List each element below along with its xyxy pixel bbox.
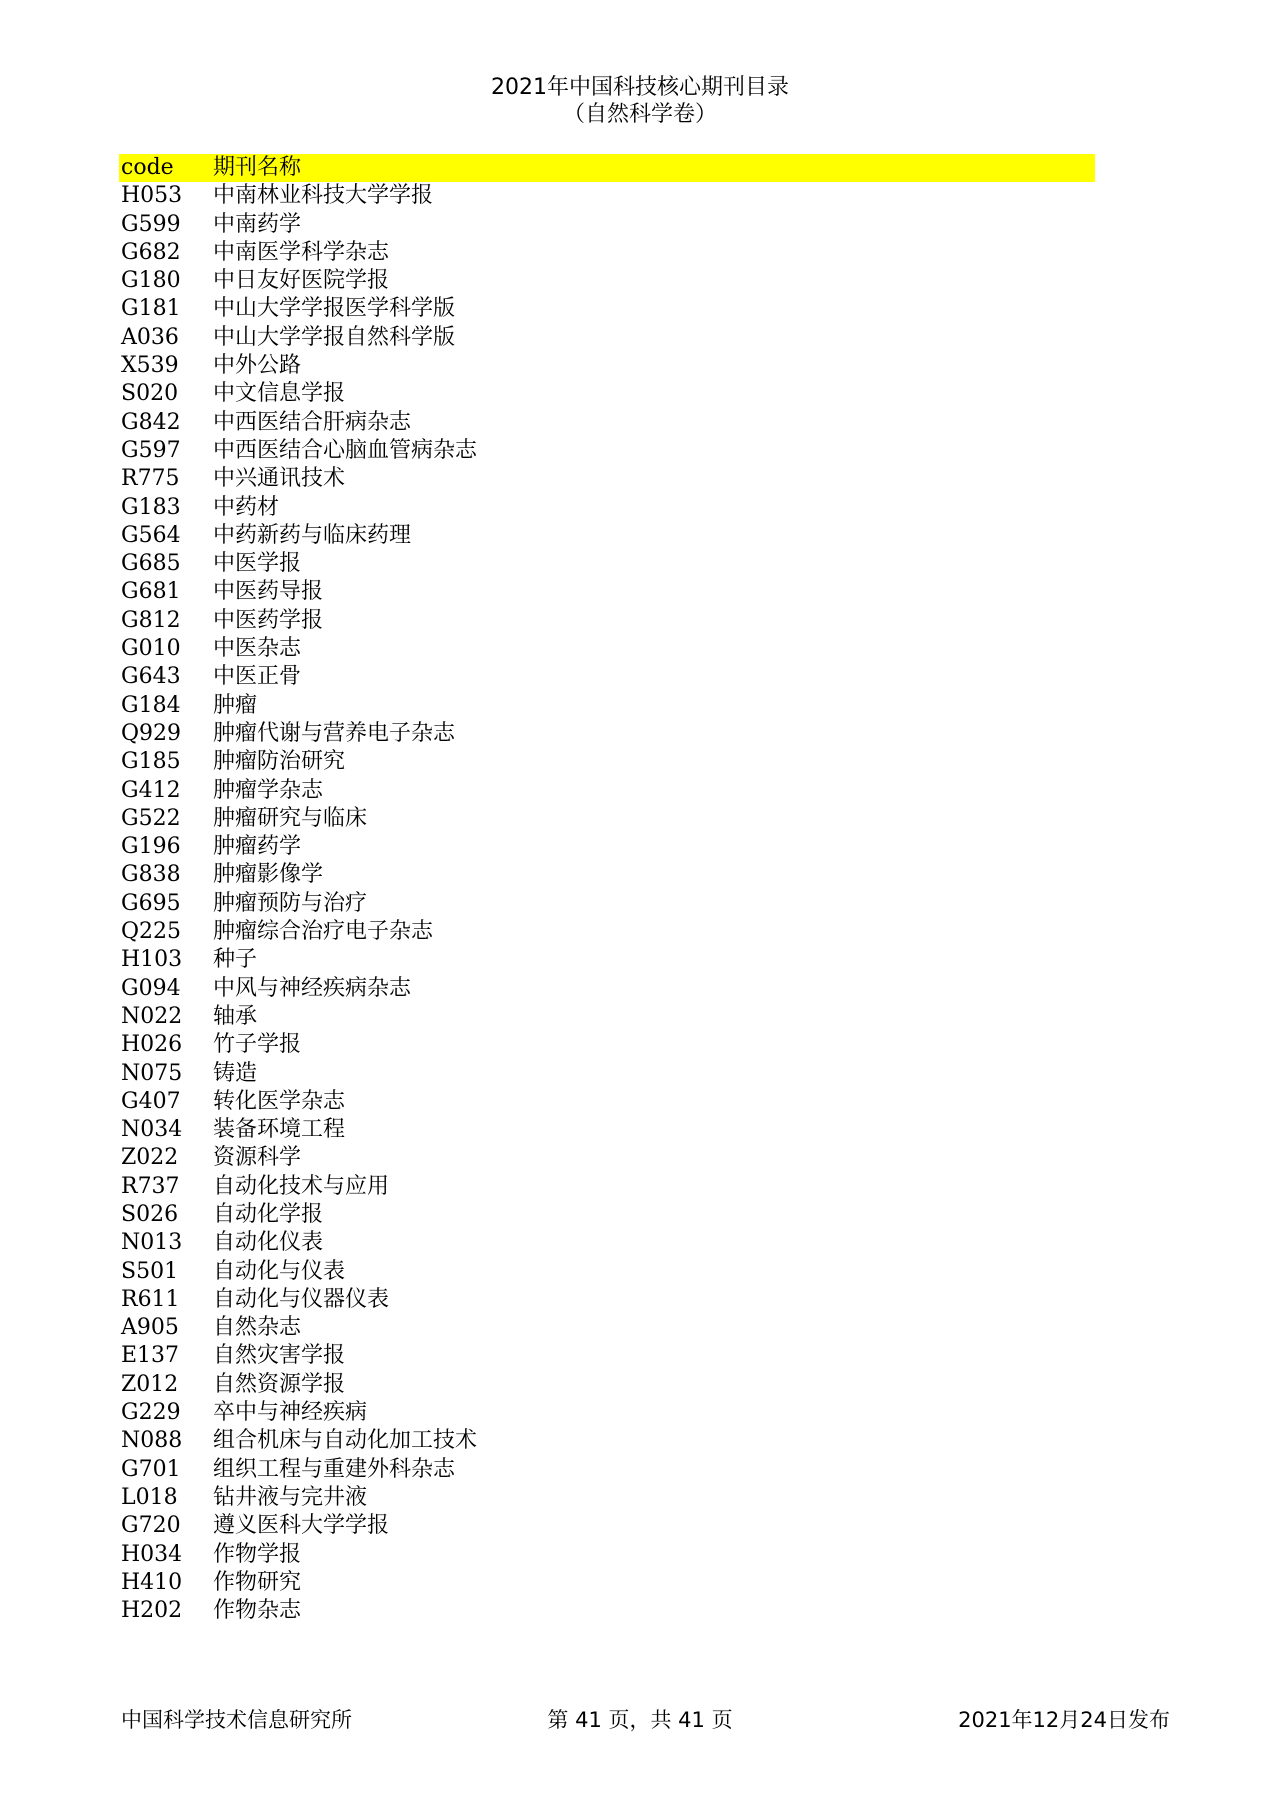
table-row bbox=[119, 324, 1095, 352]
journal-name: 中南药学 bbox=[213, 211, 302, 237]
journal-code: Q929 bbox=[121, 720, 182, 746]
table-row bbox=[119, 918, 1095, 946]
table-row bbox=[119, 1512, 1095, 1540]
journal-name: 装备环境工程 bbox=[213, 1117, 346, 1143]
table-row bbox=[119, 1427, 1095, 1455]
journal-code: H026 bbox=[121, 1032, 183, 1058]
journal-name: 卒中与神经疾病 bbox=[213, 1400, 368, 1426]
journal-code: G842 bbox=[121, 409, 181, 435]
journal-code: G720 bbox=[121, 1513, 181, 1539]
footer-release-date: 2021年12月24日发布 bbox=[958, 1708, 1170, 1732]
journal-name: 肿瘤研究与临床 bbox=[213, 805, 368, 831]
journal-code: N013 bbox=[121, 1230, 183, 1256]
journal-name: 自动化技术与应用 bbox=[213, 1173, 390, 1199]
table-row bbox=[119, 295, 1095, 323]
journal-code: R611 bbox=[121, 1286, 180, 1312]
table-row bbox=[119, 1541, 1095, 1569]
journal-name: 自动化学报 bbox=[213, 1201, 324, 1227]
journal-name: 肿瘤代谢与营养电子杂志 bbox=[213, 720, 456, 746]
journal-code: R737 bbox=[121, 1173, 180, 1199]
journal-name: 作物研究 bbox=[213, 1569, 302, 1595]
journal-name: 肿瘤预防与治疗 bbox=[213, 890, 368, 916]
header-code: code bbox=[121, 155, 174, 180]
journal-code: N075 bbox=[121, 1060, 183, 1086]
journal-code: H410 bbox=[121, 1569, 183, 1595]
table-row bbox=[119, 1314, 1095, 1342]
journal-name: 中医药学报 bbox=[213, 607, 324, 633]
journal-code: R775 bbox=[121, 466, 180, 492]
journal-name: 自然资源学报 bbox=[213, 1371, 346, 1397]
journal-code: G412 bbox=[121, 777, 181, 803]
table-row bbox=[119, 805, 1095, 833]
table-row bbox=[119, 861, 1095, 889]
table-row bbox=[119, 578, 1095, 606]
journal-name: 中药新药与临床药理 bbox=[213, 522, 412, 548]
journal-name: 肿瘤防治研究 bbox=[213, 749, 346, 775]
table-row bbox=[119, 663, 1095, 691]
journal-name: 轴承 bbox=[213, 1003, 258, 1029]
journal-name: 中医正骨 bbox=[213, 664, 302, 690]
table-row bbox=[119, 1342, 1095, 1370]
journal-code: G196 bbox=[121, 834, 181, 860]
journal-code: G183 bbox=[121, 494, 181, 520]
table-row bbox=[119, 692, 1095, 720]
journal-name: 中外公路 bbox=[213, 353, 302, 379]
journal-code: G010 bbox=[121, 636, 181, 662]
table-row bbox=[119, 833, 1095, 861]
journal-code: S501 bbox=[121, 1258, 179, 1284]
journal-name: 遵义医科大学学报 bbox=[213, 1513, 390, 1539]
journal-name: 组合机床与自动化加工技术 bbox=[213, 1428, 478, 1454]
journal-name: 中医学报 bbox=[213, 551, 302, 577]
journal-code: H053 bbox=[121, 183, 183, 209]
table-row bbox=[119, 946, 1095, 974]
journal-code: S020 bbox=[121, 381, 179, 407]
table-row bbox=[119, 1116, 1095, 1144]
table-body bbox=[119, 182, 1095, 1625]
journal-code: N034 bbox=[121, 1117, 183, 1143]
table-row bbox=[119, 890, 1095, 918]
table-row bbox=[119, 777, 1095, 805]
footer-publisher: 中国科学技术信息研究所 bbox=[121, 1708, 352, 1732]
page-subtitle: （自然科学卷） bbox=[562, 102, 717, 127]
journal-code: G681 bbox=[121, 579, 181, 605]
journal-name: 铸造 bbox=[213, 1060, 258, 1086]
journal-code: G522 bbox=[121, 805, 181, 831]
journal-name: 肿瘤药学 bbox=[213, 834, 302, 860]
journal-code: G597 bbox=[121, 437, 181, 463]
table-row bbox=[119, 494, 1095, 522]
journal-code: A036 bbox=[121, 324, 179, 350]
journal-code: Z022 bbox=[121, 1145, 179, 1171]
journal-code: G094 bbox=[121, 975, 181, 1001]
journal-name: 自动化仪表 bbox=[213, 1230, 324, 1256]
table-row bbox=[119, 1569, 1095, 1597]
journal-name: 资源科学 bbox=[213, 1145, 302, 1171]
table-row bbox=[119, 465, 1095, 493]
table-row bbox=[119, 1484, 1095, 1512]
journal-name: 肿瘤影像学 bbox=[213, 862, 324, 888]
journal-name: 中医药导报 bbox=[213, 579, 324, 605]
journal-table bbox=[119, 154, 1095, 1625]
table-row bbox=[119, 1003, 1095, 1031]
table-row bbox=[119, 607, 1095, 635]
journal-code: G812 bbox=[121, 607, 181, 633]
journal-name: 中医杂志 bbox=[213, 636, 302, 662]
table-row bbox=[119, 1060, 1095, 1088]
journal-code: G185 bbox=[121, 749, 181, 775]
table-row bbox=[119, 211, 1095, 239]
journal-code: Q225 bbox=[121, 919, 182, 945]
journal-name: 作物杂志 bbox=[213, 1598, 302, 1624]
table-row bbox=[119, 1399, 1095, 1427]
journal-name: 转化医学杂志 bbox=[213, 1088, 346, 1114]
page-title: 2021年中国科技核心期刊目录 bbox=[491, 75, 789, 100]
journal-code: A905 bbox=[121, 1315, 179, 1341]
journal-name: 中药材 bbox=[213, 494, 280, 520]
journal-name: 中南林业科技大学学报 bbox=[213, 183, 434, 209]
journal-name: 竹子学报 bbox=[213, 1032, 302, 1058]
journal-code: G643 bbox=[121, 664, 181, 690]
journal-name: 中兴通讯技术 bbox=[213, 466, 346, 492]
journal-name: 肿瘤 bbox=[213, 692, 258, 718]
journal-name: 作物学报 bbox=[213, 1541, 302, 1567]
journal-name: 自动化与仪器仪表 bbox=[213, 1286, 390, 1312]
table-row bbox=[119, 1144, 1095, 1172]
table-row bbox=[119, 239, 1095, 267]
table-row bbox=[119, 182, 1095, 210]
table-row bbox=[119, 1456, 1095, 1484]
journal-code: G685 bbox=[121, 551, 181, 577]
table-row bbox=[119, 635, 1095, 663]
journal-name: 中山大学学报医学科学版 bbox=[213, 296, 456, 322]
table-row bbox=[119, 1031, 1095, 1059]
table-row bbox=[119, 380, 1095, 408]
table-row bbox=[119, 409, 1095, 437]
journal-name: 中西医结合心脑血管病杂志 bbox=[213, 437, 478, 463]
journal-code: Z012 bbox=[121, 1371, 179, 1397]
table-row bbox=[119, 550, 1095, 578]
journal-code: G682 bbox=[121, 239, 181, 265]
journal-name: 中西医结合肝病杂志 bbox=[213, 409, 412, 435]
journal-code: G701 bbox=[121, 1456, 181, 1482]
journal-name: 钻井液与完井液 bbox=[213, 1484, 368, 1510]
journal-name: 种子 bbox=[213, 947, 258, 973]
journal-code: G180 bbox=[121, 268, 181, 294]
journal-code: N022 bbox=[121, 1003, 183, 1029]
table-row bbox=[119, 352, 1095, 380]
journal-code: G695 bbox=[121, 890, 181, 916]
table-row bbox=[119, 720, 1095, 748]
journal-name: 中风与神经疾病杂志 bbox=[213, 975, 412, 1001]
journal-code: G184 bbox=[121, 692, 181, 718]
journal-name: 中南医学科学杂志 bbox=[213, 239, 390, 265]
journal-code: E137 bbox=[121, 1343, 180, 1369]
table-row bbox=[119, 1258, 1095, 1286]
table-row bbox=[119, 267, 1095, 295]
table-row bbox=[119, 748, 1095, 776]
table-row bbox=[119, 1201, 1095, 1229]
journal-code: G838 bbox=[121, 862, 181, 888]
journal-name: 自然杂志 bbox=[213, 1315, 302, 1341]
journal-code: G181 bbox=[121, 296, 181, 322]
table-row bbox=[119, 1597, 1095, 1625]
journal-code: X539 bbox=[121, 353, 179, 379]
table-row bbox=[119, 1286, 1095, 1314]
journal-code: H034 bbox=[121, 1541, 183, 1567]
table-row bbox=[119, 522, 1095, 550]
journal-name: 自动化与仪表 bbox=[213, 1258, 346, 1284]
journal-name: 组织工程与重建外科杂志 bbox=[213, 1456, 456, 1482]
journal-code: H103 bbox=[121, 947, 183, 973]
journal-name: 中山大学学报自然科学版 bbox=[213, 324, 456, 350]
table-row bbox=[119, 1173, 1095, 1201]
table-row bbox=[119, 1088, 1095, 1116]
journal-name: 自然灾害学报 bbox=[213, 1343, 346, 1369]
journal-code: S026 bbox=[121, 1201, 179, 1227]
journal-name: 中文信息学报 bbox=[213, 381, 346, 407]
journal-code: G599 bbox=[121, 211, 181, 237]
table-row bbox=[119, 1229, 1095, 1257]
footer-page-number: 第 41 页，共 41 页 bbox=[547, 1708, 733, 1732]
table-row bbox=[119, 1371, 1095, 1399]
journal-code: G407 bbox=[121, 1088, 181, 1114]
table-header-row bbox=[119, 154, 1095, 182]
journal-name: 肿瘤学杂志 bbox=[213, 777, 324, 803]
table-row bbox=[119, 437, 1095, 465]
table-row bbox=[119, 975, 1095, 1003]
journal-name: 中日友好医院学报 bbox=[213, 268, 390, 294]
journal-code: G229 bbox=[121, 1400, 181, 1426]
journal-code: L018 bbox=[121, 1484, 178, 1510]
journal-code: G564 bbox=[121, 522, 181, 548]
journal-name: 肿瘤综合治疗电子杂志 bbox=[213, 919, 434, 945]
header-name: 期刊名称 bbox=[213, 155, 302, 180]
journal-code: N088 bbox=[121, 1428, 183, 1454]
page-title-block bbox=[0, 74, 1280, 128]
journal-code: H202 bbox=[121, 1598, 183, 1624]
